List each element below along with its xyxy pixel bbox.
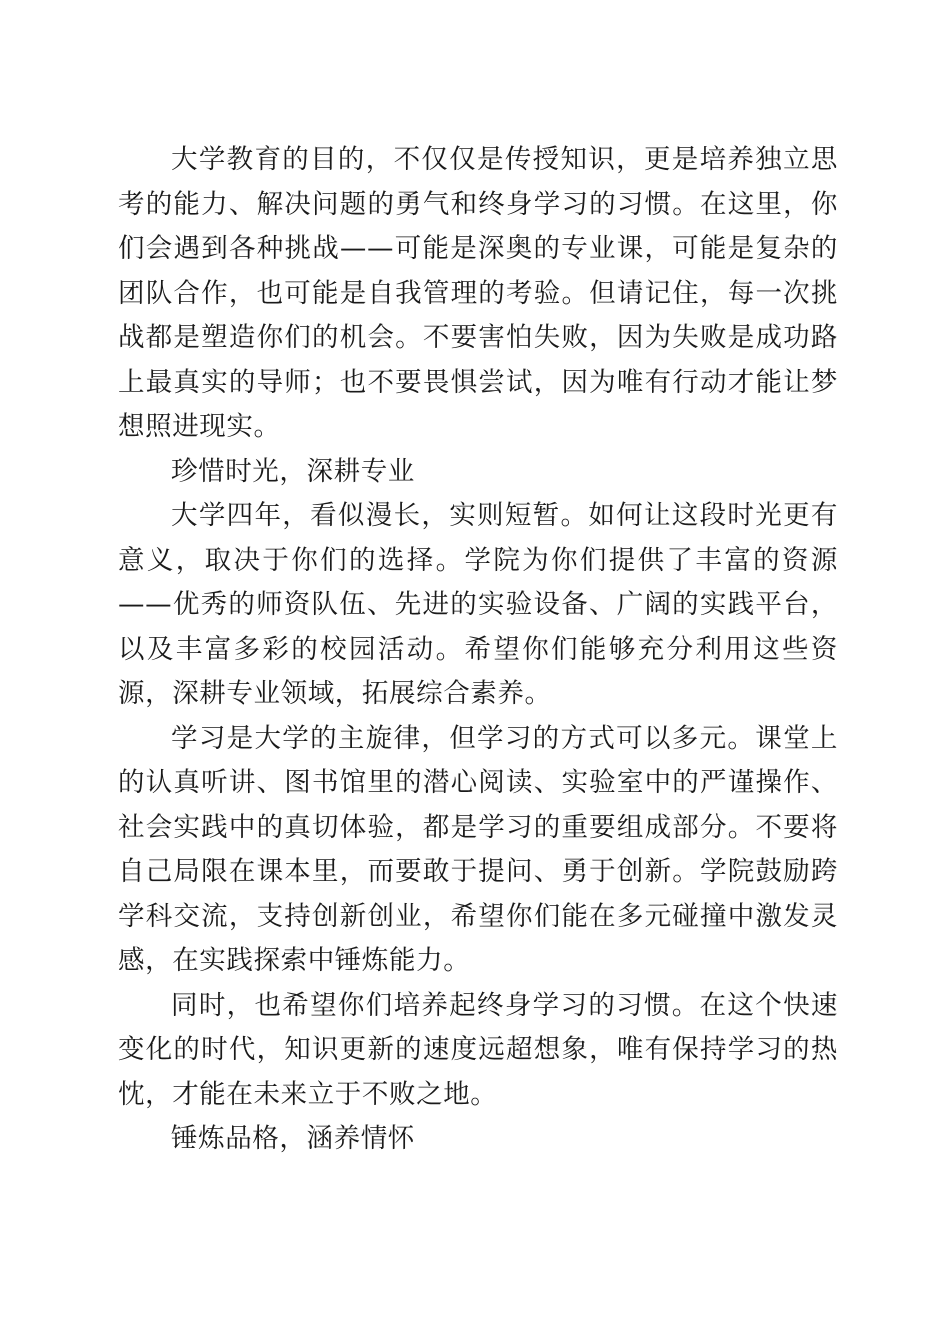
section-heading-character: 锤炼品格，涵养情怀	[171, 1123, 415, 1154]
paragraph-learning-methods: 学习是大学的主旋律，但学习的方式可以多元。课堂上的认真听讲、图书馆里的潜心阅读、实验室中的严谨操作、社会实践中的真切体验，都是学习的重要组成部分。不要将自己局限在课本里，而要敢于提问、勇于创新。学院鼓励跨学科交流，支持创新创业，希望你们能在多元碰撞中激发灵感，在实践探索中锤炼能力。	[118, 722, 838, 976]
paragraph-lifelong-learning: 同时，也希望你们培养起终身学习的习惯。在这个快速变化的时代，知识更新的速度远超想象，唯有保持学习的热忱，才能在未来立于不败之地。	[118, 989, 838, 1110]
document-body	[118, 138, 838, 1162]
paragraph-four-years: 大学四年，看似漫长，实则短暂。如何让这段时光更有意义，取决于你们的选择。学院为你们提供了丰富的资源——优秀的师资队伍、先进的实验设备、广阔的实践平台，以及丰富多彩的校园活动。希望你们能够充分利用这些资源，深耕专业领域，拓展综合素养。	[118, 500, 838, 709]
section-heading-cherish-time: 珍惜时光，深耕专业	[171, 455, 415, 487]
paragraph-intro: 大学教育的目的，不仅仅是传授知识，更是培养独立思考的能力、解决问题的勇气和终身学习的习惯。在这里，你们会遇到各种挑战——可能是深奥的专业课，可能是复杂的团队合作，也可能是自我管理的考验。但请记住，每一次挑战都是塑造你们的机会。不要害怕失败，因为失败是成功路上最真实的导师；也不要畏惧尝试，因为唯有行动才能让梦想照进现实。	[118, 144, 838, 442]
